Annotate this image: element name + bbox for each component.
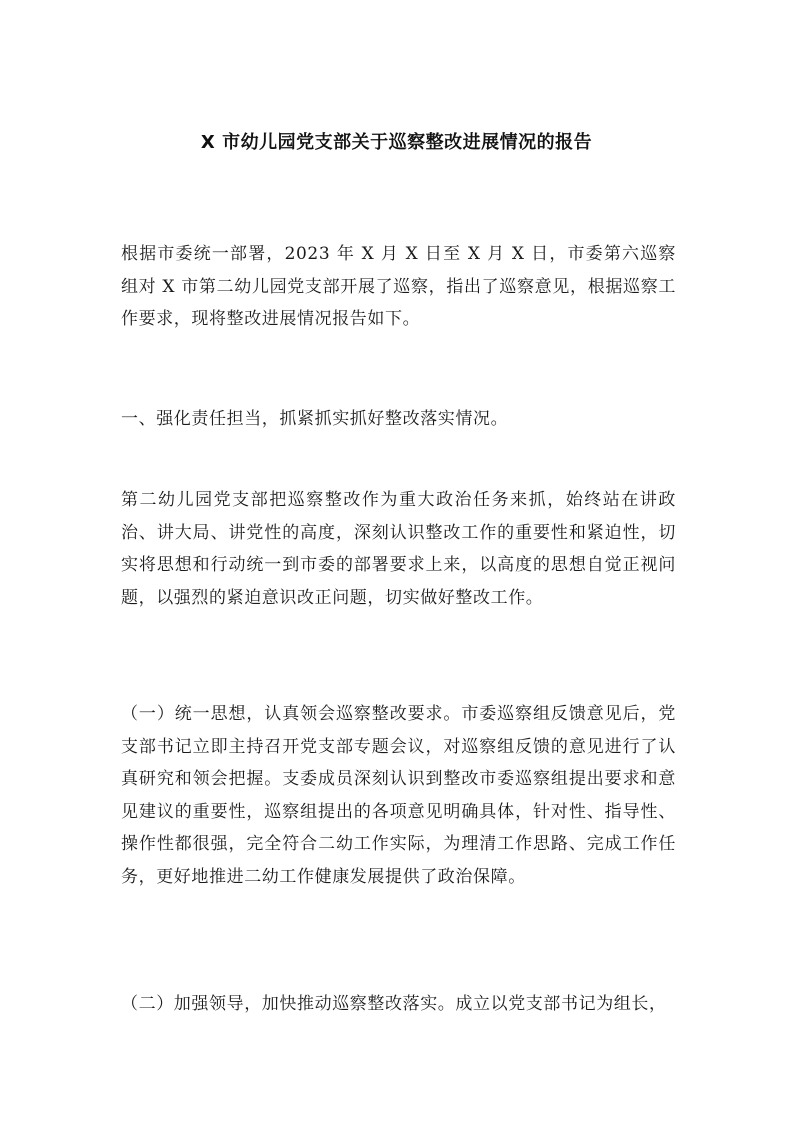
document-title: X 市幼儿园党支部关于巡察整改进展情况的报告 xyxy=(200,132,593,153)
subsection-2-paragraph: （二）加强领导，加快推动巡察整改落实。成立以党支部书记为组长， xyxy=(121,994,667,1014)
section-1-heading: 一、强化责任担当，抓紧抓实抓好整改落实情况。 xyxy=(121,409,509,429)
intro-paragraph: 根据市委统一部署，2023 年 X 月 X 日至 X 月 X 日，市委第六巡察组对 X 市第二幼儿园党支部开展了巡察，指出了巡察意见，根据巡察工作要求，现将整改进展情况报告如下。 xyxy=(121,244,676,329)
section-1-body-paragraph: 第二幼儿园党支部把巡察整改作为重大政治任务来抓，始终站在讲政治、讲大局、讲党性的高度，深刻认识整改工作的重要性和紧迫性，切实将思想和行动统一到市委的部署要求上来，以高度的思想自觉正视问题，以强烈的紧迫意识改正问题，切实做好整改工作。 xyxy=(121,490,676,608)
subsection-1-paragraph: （一）统一思想，认真领会巡察整改要求。市委巡察组反馈意见后，党支部书记立即主持召开党支部专题会议，对巡察组反馈的意见进行了认真研究和领会把握。支委成员深刻认识到整改市委巡察组提出要求和意见建议的重要性，巡察组提出的各项意见明确具体，针对性、指导性、操作性都很强，完全符合二幼工作实际，为理清工作思路、完成工作任务，更好地推进二幼工作健康发展提供了政治保障。 xyxy=(121,704,676,887)
